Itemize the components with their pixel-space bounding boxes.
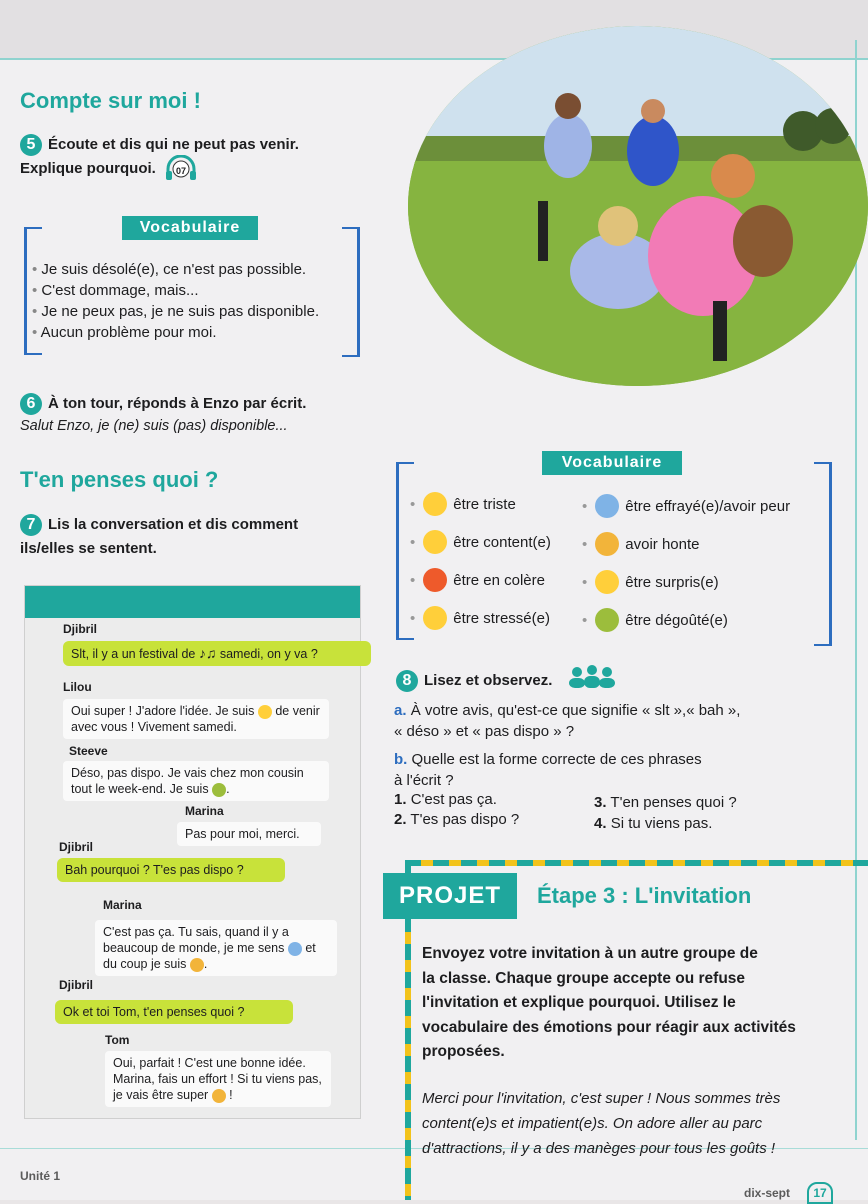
projet-line: vocabulaire des émotions pour réagir aux activités: [422, 1018, 796, 1036]
projet-line: l'invitation et explique pourquoi. Utilisez le: [422, 994, 736, 1011]
chat-sender: Lilou: [63, 680, 92, 694]
unit-label: Unité 1: [20, 1169, 61, 1183]
emotion-label: être en colère: [453, 571, 545, 589]
chat-message: Bah pourquoi ? T'es pas dispo ?: [57, 858, 285, 882]
exercise-8-title: Lisez et observez.: [424, 671, 553, 689]
question-label: b.: [394, 751, 408, 768]
surprised-emoji-icon: [595, 570, 619, 594]
message-text: et du coup je suis: [103, 941, 316, 971]
chat-message: Pas pour moi, merci.: [177, 822, 321, 846]
projet-example: [422, 1086, 780, 1161]
chat-sender: Marina: [185, 804, 224, 818]
emotion-item: • avoir honte: [582, 532, 699, 556]
exercise-number: 5: [20, 134, 42, 156]
question-text: à l'écrit ?: [394, 772, 454, 789]
emotion-item: • être dégoûté(e): [582, 608, 728, 632]
page-word: dix-sept: [744, 1186, 791, 1200]
disgusted-emoji-icon: [595, 608, 619, 632]
emotion-item: • être en colère: [410, 568, 545, 592]
emotion-item: • être stressé(e): [410, 606, 550, 630]
happy-emoji-icon: [423, 530, 447, 554]
item-text: C'est pas ça.: [410, 791, 497, 808]
exercise-8b: [394, 749, 814, 791]
list-item: [594, 813, 712, 834]
embarrassed-emoji-icon: [190, 958, 204, 972]
message-text: !: [229, 1088, 233, 1102]
emotion-item: • être content(e): [410, 530, 551, 554]
scared-emoji-icon: [595, 494, 619, 518]
section-title-penses: T'en penses quoi ?: [20, 467, 219, 492]
emotion-label: être dégoûté(e): [625, 611, 728, 629]
chat-message: [63, 641, 371, 666]
chat-sender: Tom: [105, 1033, 130, 1047]
projet-line: Envoyez votre invitation à un autre groupe de: [422, 945, 758, 962]
message-text: samedi, on y va ?: [219, 647, 318, 661]
chat-sender: Marina: [103, 898, 142, 912]
message-text: .: [226, 782, 230, 796]
chat-sender: Djibril: [63, 622, 98, 636]
exercise-6-text: À ton tour, réponds à Enzo par écrit.: [48, 395, 307, 412]
exercise-8a: [394, 700, 814, 742]
angry-emoji-icon: [423, 568, 447, 592]
emotion-label: être stressé(e): [453, 609, 550, 627]
list-item: [394, 809, 519, 830]
chat-message: [63, 699, 329, 739]
disgusted-emoji-icon: [212, 783, 226, 797]
audio-track-number: 07: [175, 166, 186, 177]
exercise-5-text: Écoute et dis qui ne peut pas venir.: [48, 136, 299, 153]
emotion-label: avoir honte: [625, 535, 700, 553]
exercise-6-prompt: Salut Enzo, je (ne) suis (pas) disponible...: [20, 418, 288, 434]
message-text: .: [203, 957, 208, 971]
vocab-item: • C'est dommage, mais...: [32, 280, 319, 301]
exercise-5: [20, 133, 400, 181]
chat-conversation: [24, 585, 361, 1119]
message-text: Déso, pas dispo. Je vais chez mon cousin tout le week-end. Je suis: [71, 766, 304, 796]
chat-header: [25, 586, 360, 618]
divider: [405, 860, 868, 866]
example-line: content(e)s et impatient(e)s. On adore aller au parc: [422, 1115, 763, 1132]
rugby-photo: [408, 26, 868, 386]
vocabulary-list: [32, 259, 319, 343]
projet-line: la classe. Chaque groupe accepte ou refuse: [422, 969, 746, 987]
projet-step: Étape 3 : L'invitation: [537, 883, 752, 908]
happy-emoji-icon: [258, 705, 272, 719]
page-number: 17: [807, 1182, 833, 1204]
chat-message: [95, 920, 337, 976]
example-line: Merci pour l'invitation, c'est super ! Nous sommes très: [422, 1090, 781, 1107]
exercise-number: 6: [20, 393, 42, 415]
exercise-7-text-2: ils/elles se sentent.: [20, 540, 157, 557]
example-line: d'attractions, il y a des manèges pour tous les goûts !: [422, 1140, 776, 1157]
chat-sender: Djibril: [59, 840, 94, 854]
question-text: « déso » et « pas dispo » ?: [394, 723, 575, 740]
question-text: Quelle est la forme correcte de ces phrases: [411, 751, 702, 768]
chat-message: [63, 761, 329, 801]
item-number: 4.: [594, 815, 607, 832]
scared-emoji-icon: [288, 942, 302, 956]
vocab-item: • Je ne peux pas, je ne suis pas disponible.: [32, 301, 319, 322]
item-number: 1.: [394, 791, 407, 808]
section-title-compte: Compte sur moi !: [20, 88, 201, 113]
vocab-item: • Aucun problème pour moi.: [32, 322, 319, 343]
question-text: À votre avis, qu'est-ce que signifie « slt »,« bah »,: [410, 702, 741, 719]
chat-message: [105, 1051, 331, 1107]
group-icon: [563, 664, 621, 698]
projet-line: proposées.: [422, 1043, 505, 1060]
message-text: de venir avec vous ! Vivement samedi.: [71, 704, 320, 734]
sad-emoji-icon: [423, 492, 447, 516]
emotion-item: • être surpris(e): [582, 570, 719, 594]
emotion-label: être surpris(e): [625, 573, 719, 591]
item-text: T'en penses quoi ?: [610, 794, 737, 811]
exercise-6: [20, 392, 306, 416]
exercise-8: [396, 664, 621, 698]
exercise-7-text: Lis la conversation et dis comment: [48, 516, 299, 533]
message-text: Slt, il y a un festival de: [71, 647, 196, 661]
item-number: 2.: [394, 811, 407, 828]
chat-message: Ok et toi Tom, t'en penses quoi ?: [55, 1000, 293, 1024]
chat-sender: Steeve: [69, 744, 108, 758]
item-text: Si tu viens pas.: [610, 815, 713, 832]
item-text: T'es pas dispo ?: [410, 811, 520, 828]
exercise-number: 7: [20, 514, 42, 536]
emotion-label: être effrayé(e)/avoir peur: [625, 497, 791, 515]
item-number: 3.: [594, 794, 607, 811]
message-text: Oui, parfait ! C'est une bonne idée. Marina, fais un effort ! Si tu viens pas, je vais être super: [113, 1056, 322, 1102]
emotion-item: • être effrayé(e)/avoir peur: [582, 494, 790, 518]
projet-label: PROJET: [383, 873, 517, 919]
ashamed-emoji-icon: [595, 532, 619, 556]
stressed-emoji-icon: [423, 606, 447, 630]
emotion-label: être triste: [453, 495, 516, 513]
headphones-icon[interactable]: [164, 157, 198, 181]
message-text: Oui super ! J'adore l'idée. Je suis: [71, 704, 255, 718]
projet-instructions: [422, 942, 796, 1065]
emotion-item: • être triste: [410, 492, 516, 516]
question-label: a.: [394, 702, 407, 719]
vocab-item: • Je suis désolé(e), ce n'est pas possible.: [32, 259, 319, 280]
message-text: C'est pas ça. Tu sais, quand il y a beaucoup de monde, je me sens: [103, 925, 289, 955]
list-item: [394, 789, 497, 810]
exercise-7: [20, 513, 380, 561]
vocabulary-title: Vocabulaire: [542, 451, 682, 475]
exercise-number: 8: [396, 670, 418, 692]
music-notes-icon: ♪♫: [198, 645, 217, 661]
emotion-label: être content(e): [453, 533, 551, 551]
exercise-5-text-2: Explique pourquoi.: [20, 160, 156, 177]
vocabulary-title: Vocabulaire: [122, 216, 258, 240]
list-item: [594, 792, 737, 813]
embarrassed-emoji-icon: [212, 1089, 226, 1103]
chat-sender: Djibril: [59, 978, 94, 992]
